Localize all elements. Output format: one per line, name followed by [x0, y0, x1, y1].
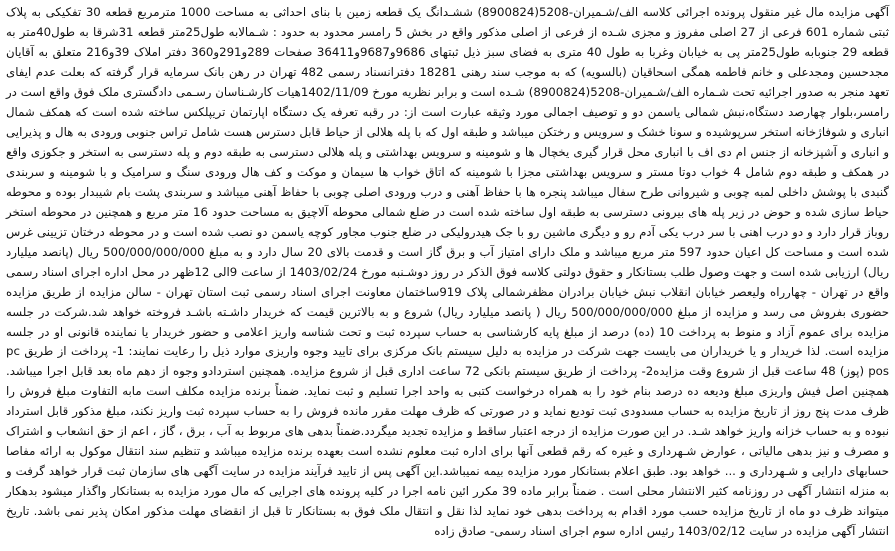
notice-body-text: آگهی مزایده مال غیر منقول پرونده اجرائی کلاسه الف/شـمیران-5208(8900824) ششـدانگ یک قطعه زمین با بنای احداثی به مساحت 1000 مترمربع قطعه 30 تفکیکی به پلاک ثبتی شماره 601 فرعی از 27 اصلی مفروز و مجزی شـده از فرعی از اصلی مذکور واقع در بخش 5 رامسر محدود به حدود : شـمالابه طول25متر قطعه 31شرقا به طول40متر به قطعه 29 جنوبابه طول25متر پی به خیابان وغربا به طول 40 متری به فضای سبز ذیل ثبتهای 9686و9687و36411 صفحات 289و291و360 دفتر املاک 39و216 متعلق به آقایان مجدحسین ومجدعلی و خانم فاطمه همگی اسحاقیان (بالسویه) که به موجب سند رهنی 18281 دفترانسناد رسمی 482 تهران در رهن بانک سرمایه قرار گرفته که بعلت عدم ایفای تعهد منجر به صدور اجرائیه تحت شـماره الف/شـمیران-5208(8900824) شـده است و برابر نظریه مورخ 1402/11/09هیات کارشـناسان رسـمی دادگستری ملک فوق واقع است در رامسر،بلوار چهارصد دستگاه،نبش شمالی یاسمن دو و توصیف اجمالی مورد وثیقه عبارت است از: در رقبه تعرفه یک دستگاه اپارتمان تریپلکس ساخته شده است که همکف شمال انباری و شوفاژخانه استخر سرپوشیده و سونا خشک و سرویس و رختکن میباشد و طبقه اول که با پله هلالی از حیاط قابل دسترس هست شامل تراس جنوبی ورودی به هال و پذیرایی و انباری و آشپزخانه از جنس ام دی اف با انباری محل قرار گیری یخچال ها و شومینه و سرویس بهداشتی و پله هلالی دسترسی به طبقه دوم و پله دسترسی به استخر و جکوزی واقع در همکف و طبقه دوم شامل 4 خواب دوتا مستر و سرویس بهداشتی مجزا با شومینه که اتاق خواب ها سیمان و موکت و کف هال ورودی سنگ و سرامیک و با شومینه و سربندی گنبدی با پوشش داخلی لمبه چوبی و شیروانی طرح سفال میباشد پنجره ها با حفاظ آهنی و درب ورودی اصلی چوبی با حفاظ آهنی میباشد و سربندی پشت بام شیبدار بوده و محوطه حیاط سازی شده و حوض در زیر پله های بیرونی دسترسی به طبقه اول ساخته شده است در ضلع شمالی محوطه آلاچیق به مساحت حدود 16 متر مربع و همچنین در محوطه استخر روباز قرار دارد و دو درب اهنی با سر درب یکی آدم رو و دیگری ماشین رو با جک هیدرولیکی در ضلع جنوب مجاور کوچه یاسمن دو نصب شده است و در محوطه درختان تزیینی غرس شده است و مساحت کل اعیان حدود 597 متر مربع میباشد و ملک دارای امتیاز آب و برق گاز است و قدمت بالای 20 سال دارد و به مبلغ 500/000/000/000 ریال (پانصد میلیارد ریال) ارزیابی شده است و جهت وصول طلب بستانکار و حقوق دولتی کلاسه فوق الذکر در روز دوشـنبه مورخ 1403/02/24 از ساعت 9الی 12ظهر در محل اداره اجرای اسناد رسمی واقع در تهران - چهارراه ولیعصر خیابان انقلاب نبش خیابان برادران مظفرشمالی پلاک 919ساختمان معاونت اجرای اسناد رسمی ثبت استان تهران - سالن مزایده از طریق مزایده حضوری بفروش می رسد و مزایده از مبلغ 500/000/000/000 ریال ( پانصد میلیارد ریال) شروع و به بالاترین قیمت که خریدار داشـته باشـد فروخته خواهد شد.شرکت در جلسه مزایده برای عموم آزاد و منوط به پرداخت 10 (ده) درصد از مبلغ پایه کارشناسی به حساب سپرده ثبت و تحت شناسه واریز اعلامی و حضور خریدار یا نماینده قانونی او در جلسه مزایده است. لذا خریدار و یا خریداران می بایست جهت شرکت در مزایده به دلیل سیستم بانک مرکزی برای تایید وجوه واریزی موارد ذیل را رعایت نمایند: 1- پرداخت از طریق pc pos (پوز) 48 ساعت قبل از شروع وقت مزایده2- پرداخت از طریق سیستم بانکی 72 ساعت اداری قبل از شروع مزایده. همچنین استردادو وجوه از دهم ماه بعد قابل اجرا میباشد. همچنین اصل فیش واریزی مبلغ ودیعه ده درصد بنام خود را به همراه درخواست کتبی به واحد اجرا تسلیم و ثبت نماید. ضمناً برنده مزایده مکلف است مابه التفاوت مبلغ فروش را ظرف مدت پنج روز از تاریخ مزایده به حساب مسدودی ثبت تودیع نماید و در صورتی که ظرف مهلت مقرر مانده فروش را به حساب سپرده ثبت واریز نکند، مبلغ مذکور قابل استرداد نبوده و به حساب خزانه واریز خواهد شـد. در این صورت مزایده از درجه اعتبار ساقط و مزایده تجدید میگردد.ضمناً بدهی های مربوط به آب ، برق ، گاز ، اعم از حق انشعاب و اشتراک و مصرف و نیز بدهی مالیاتی ، عوارض شـهرداری و غیره که رقم قطعی آنها برای اداره ثبت معلوم نشده است بعهده برنده مزایده میباشد و تنظیم سند انتقال موکول به ارائه مفاصا حسابهای دارایی و شـهرداری و ... خواهد بود. طبق اعلام بستانکار مورد مزایده بیمه نمیباشد.این آگهی پس از تایید فرآیند مزایده در سایت آگهی های سازمان ثبت قرار خواهد گرفت و به منزله انتشار آگهی در روزنامه کثیر الانتشار محلی است . ضمناً برابر ماده 39 مکرر ائین نامه اجرا در کلیه پرونده های اجرایی که مال مورد مزایده به بستانکار واگذار میشود بدهکار میتواند ظرف دو ماه از تاریخ مزایده حسب مورد اقدام به پرداخت بدهی خود نماید لذا نقل و انتقال ملک فوق به بستانکار تا قبل از انقضای مهلت مذکور امکان پذیر نمی باشد. تاریخ انتشار آگهی مزایده در سایت 1403/02/12 رئیس اداره سوم اجرای اسناد رسمی- صادق زاده [6, 5, 890, 539]
